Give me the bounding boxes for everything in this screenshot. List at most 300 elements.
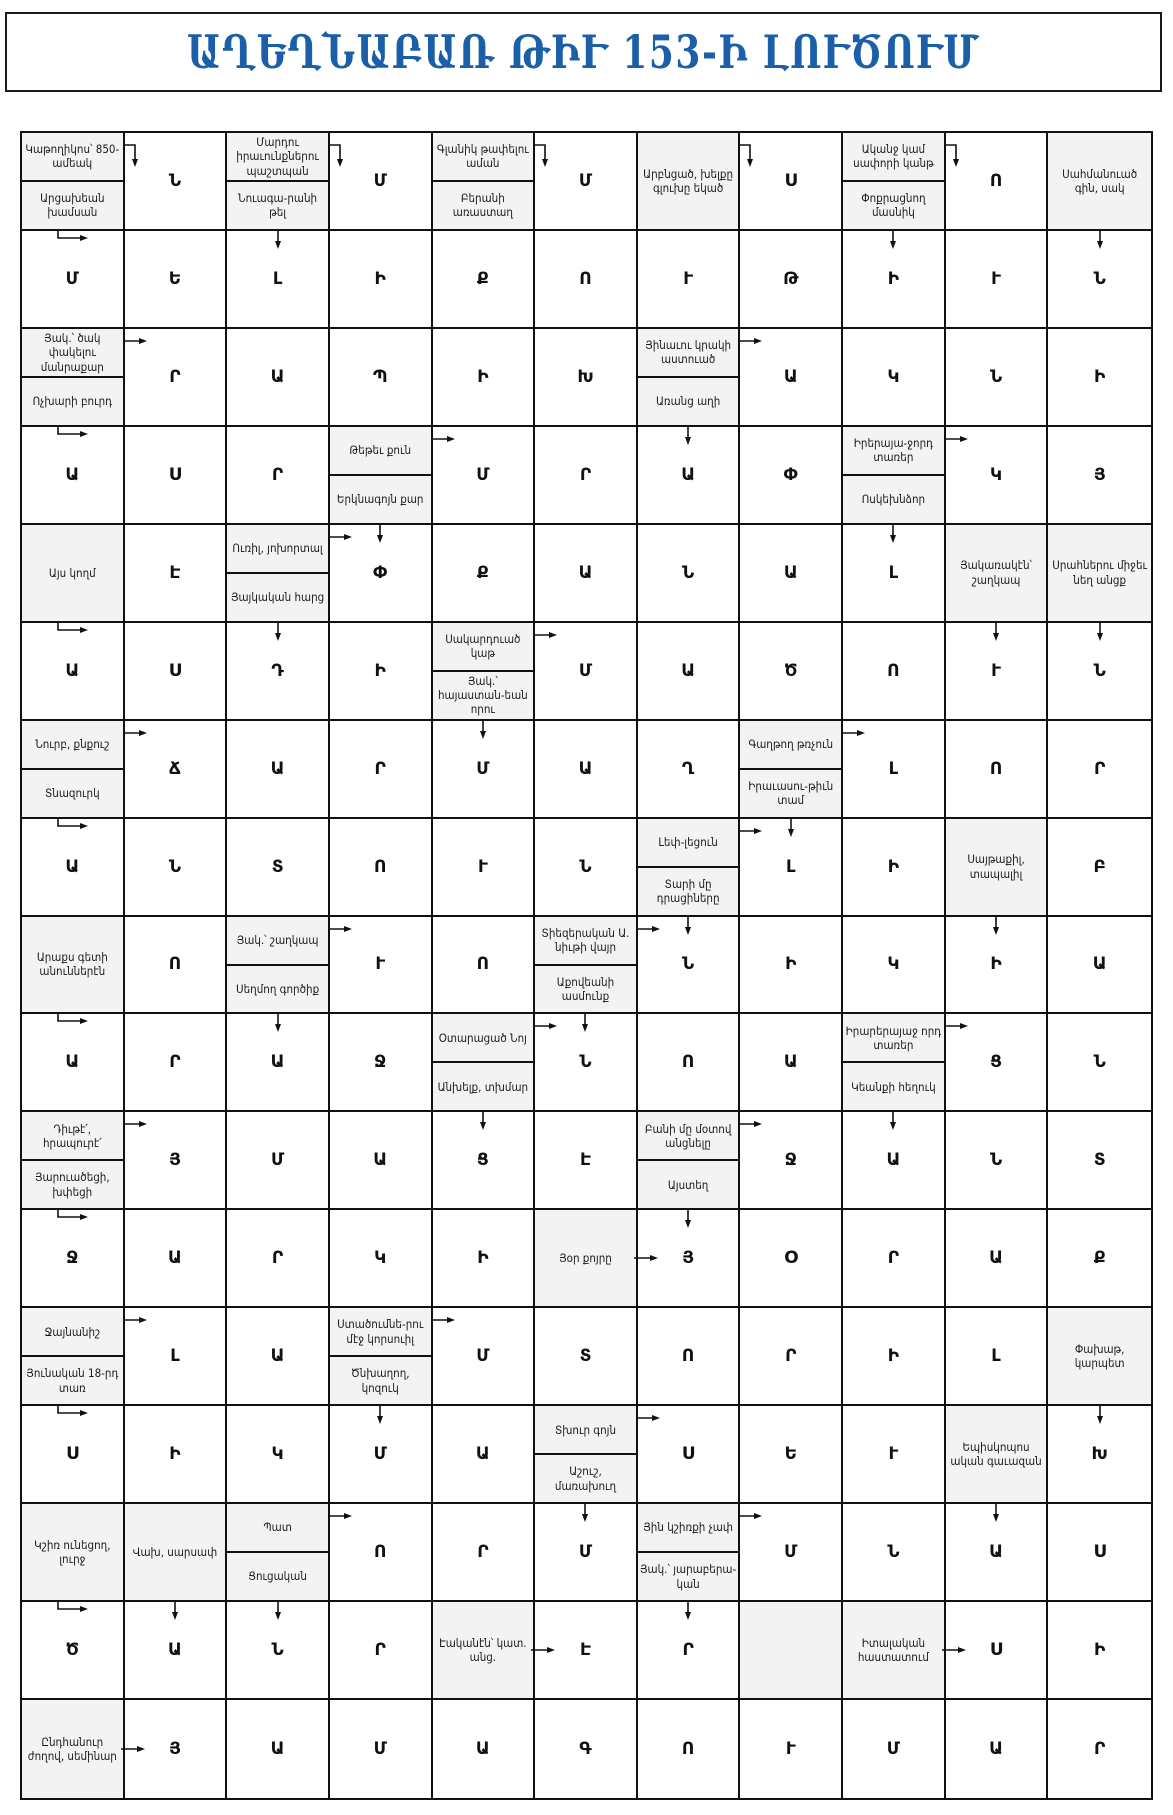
answer-cell[interactable] xyxy=(1048,1504,1151,1602)
arrow-down-icon xyxy=(682,1208,694,1230)
answer-cell[interactable] xyxy=(330,1602,433,1700)
answer-letter: Մ xyxy=(65,268,79,289)
answer-cell[interactable] xyxy=(535,1308,638,1406)
answer-cell[interactable] xyxy=(227,1406,330,1504)
clue-text: Փախաթ, կարպետ xyxy=(1074,1341,1125,1371)
answer-cell[interactable] xyxy=(638,917,741,1015)
answer-cell[interactable] xyxy=(330,917,433,1015)
answer-cell[interactable] xyxy=(638,1700,741,1798)
answer-letter: Լ xyxy=(888,758,899,779)
answer-cell[interactable] xyxy=(638,1210,741,1308)
arrow-right-icon xyxy=(123,727,149,739)
answer-letter: Մ xyxy=(886,1739,901,1760)
clue-cell xyxy=(22,721,125,819)
answer-cell[interactable] xyxy=(1048,1112,1151,1210)
answer-cell[interactable] xyxy=(946,1210,1049,1308)
arrow-right-icon xyxy=(123,1118,149,1130)
clue-text: Երկնագոյն քար xyxy=(330,474,431,523)
answer-cell[interactable] xyxy=(843,623,946,721)
answer-cell[interactable] xyxy=(740,917,843,1015)
answer-cell[interactable] xyxy=(433,1112,536,1210)
clue-text: Ոսկեխնձոր xyxy=(843,474,944,523)
answer-cell[interactable] xyxy=(946,1308,1049,1406)
answer-cell[interactable] xyxy=(1048,1210,1151,1308)
clue-cell xyxy=(843,427,946,525)
answer-cell[interactable] xyxy=(843,231,946,329)
clue-cell xyxy=(638,1504,741,1602)
clue-text: Սակարդուած կաթ xyxy=(445,631,521,661)
answer-letter: Ա xyxy=(783,366,798,387)
answer-cell[interactable] xyxy=(946,721,1049,819)
answer-cell[interactable] xyxy=(535,1504,638,1602)
answer-cell[interactable] xyxy=(638,1602,741,1700)
answer-cell[interactable] xyxy=(535,1700,638,1798)
answer-cell[interactable] xyxy=(535,231,638,329)
arrow-right-icon xyxy=(328,531,354,543)
answer-cell[interactable] xyxy=(843,525,946,623)
clue-text: Ուռիլ, յոխորտալ xyxy=(232,541,323,556)
answer-letter: Յ xyxy=(682,1248,694,1269)
clue-cell xyxy=(433,133,536,231)
answer-cell[interactable] xyxy=(843,721,946,819)
answer-letter: Ւ xyxy=(991,660,1001,681)
answer-letter: Ա xyxy=(989,1542,1003,1563)
arrow-down-right-icon xyxy=(56,1012,90,1026)
arrow-down-icon xyxy=(272,1012,284,1034)
answer-cell[interactable] xyxy=(330,329,433,427)
answer-cell[interactable] xyxy=(946,427,1049,525)
answer-letter: Ի xyxy=(477,1248,489,1269)
answer-cell[interactable] xyxy=(227,1700,330,1798)
answer-cell[interactable] xyxy=(125,525,228,623)
answer-letter: Լ xyxy=(888,562,899,583)
answer-letter: Ճ xyxy=(168,758,181,779)
title-banner xyxy=(5,12,1162,92)
answer-cell[interactable] xyxy=(330,1210,433,1308)
answer-cell[interactable] xyxy=(1048,231,1151,329)
answer-cell[interactable] xyxy=(843,1210,946,1308)
answer-letter: Լ xyxy=(991,1346,1001,1367)
clue-cell xyxy=(843,133,946,231)
answer-letter: Ի xyxy=(887,268,900,289)
answer-letter: Է xyxy=(169,562,181,583)
clue-text: Թեթեւ քուն xyxy=(349,443,412,458)
arrow-down-icon xyxy=(1094,229,1106,251)
answer-cell[interactable] xyxy=(1048,1014,1151,1112)
answer-letter: Ն xyxy=(682,562,695,583)
answer-cell[interactable] xyxy=(330,819,433,917)
answer-cell[interactable] xyxy=(330,133,433,231)
answer-letter: Ր xyxy=(271,464,284,485)
answer-cell[interactable] xyxy=(740,133,843,231)
answer-letter: Ա xyxy=(578,562,593,583)
answer-cell[interactable] xyxy=(535,1602,638,1700)
clue-text: Յօր քոյրը xyxy=(559,1251,612,1266)
blank-cell xyxy=(740,1602,843,1700)
arrow-down-icon xyxy=(682,1600,694,1622)
answer-cell[interactable] xyxy=(125,819,228,917)
answer-letter: Մ xyxy=(373,1444,387,1465)
answer-cell[interactable] xyxy=(1048,917,1151,1015)
answer-letter: Ս xyxy=(784,170,797,191)
answer-cell[interactable] xyxy=(946,133,1049,231)
answer-letter: Ն xyxy=(887,1542,900,1563)
answer-cell[interactable] xyxy=(125,133,228,231)
clue-cell xyxy=(843,1602,946,1700)
answer-cell[interactable] xyxy=(227,1602,330,1700)
clue-text: Յայկական հարց xyxy=(227,572,328,621)
arrow-down-icon xyxy=(682,915,694,937)
answer-letter: Ւ xyxy=(991,268,1001,289)
clue-text: Էականէն՝ կատ. անց. xyxy=(439,1635,527,1665)
answer-letter: Ս xyxy=(681,1444,695,1465)
arrow-down-icon xyxy=(990,1502,1002,1524)
answer-cell[interactable] xyxy=(740,819,843,917)
clue-text: Անխելք, տխմար xyxy=(433,1061,534,1110)
clue-cell xyxy=(227,133,330,231)
answer-cell[interactable] xyxy=(433,819,536,917)
answer-cell[interactable] xyxy=(638,1014,741,1112)
clue-text: Արբնցած, խելքը գլուխը եկած xyxy=(643,166,734,195)
answer-cell[interactable] xyxy=(946,1014,1049,1112)
answer-letter: Ա xyxy=(65,856,80,877)
answer-letter: Ս xyxy=(66,1444,79,1465)
answer-cell[interactable] xyxy=(535,427,638,525)
arrow-down-icon xyxy=(169,1600,181,1622)
answer-cell[interactable] xyxy=(22,1602,125,1700)
answer-letter: Ո xyxy=(681,1739,695,1760)
answer-letter: Ա xyxy=(783,562,798,583)
arrow-down-icon xyxy=(1094,1404,1106,1426)
answer-letter: Ր xyxy=(1094,1739,1106,1760)
answer-cell[interactable] xyxy=(227,1308,330,1406)
clue-cell xyxy=(946,525,1049,623)
answer-cell[interactable] xyxy=(330,231,433,329)
clue-text: Տխուր գոյն xyxy=(554,1422,617,1437)
answer-letter: Ր xyxy=(477,1542,489,1563)
answer-cell[interactable] xyxy=(843,819,946,917)
answer-cell[interactable] xyxy=(330,1406,433,1504)
clue-cell xyxy=(330,1308,433,1406)
answer-cell[interactable] xyxy=(227,1112,330,1210)
arrow-down-icon xyxy=(477,719,489,741)
answer-cell[interactable] xyxy=(227,819,330,917)
answer-cell[interactable] xyxy=(330,1504,433,1602)
answer-cell[interactable] xyxy=(946,231,1049,329)
clue-text: Տնազուրկ xyxy=(22,768,123,817)
answer-cell[interactable] xyxy=(22,819,125,917)
answer-letter: Ս xyxy=(1093,1542,1106,1563)
answer-letter: Օ xyxy=(784,1248,798,1269)
answer-cell[interactable] xyxy=(740,329,843,427)
answer-cell[interactable] xyxy=(125,1210,228,1308)
clue-text: Իրաւասու-թիւն տամ xyxy=(740,768,841,817)
answer-cell[interactable] xyxy=(740,1406,843,1504)
answer-cell[interactable] xyxy=(125,721,228,819)
answer-cell[interactable] xyxy=(433,1308,536,1406)
answer-cell[interactable] xyxy=(843,329,946,427)
answer-letter: Փ xyxy=(783,464,798,485)
answer-letter: Մ xyxy=(784,1542,798,1563)
answer-letter: Ջ xyxy=(374,1052,387,1073)
arrow-right-down-icon xyxy=(328,143,346,169)
answer-cell[interactable] xyxy=(946,329,1049,427)
clue-cell xyxy=(22,133,125,231)
clue-text: Տիեզերական Ա. նիւթի վայր xyxy=(541,925,630,954)
clue-cell xyxy=(22,1308,125,1406)
answer-letter: Կ xyxy=(989,464,1003,485)
answer-letter: Մ xyxy=(373,170,387,191)
answer-letter: Ջ xyxy=(66,1248,79,1269)
answer-letter: Ր xyxy=(785,1346,797,1367)
answer-letter: Ն xyxy=(682,954,695,975)
answer-letter: Ր xyxy=(169,366,181,387)
answer-cell[interactable] xyxy=(227,427,330,525)
answer-cell[interactable] xyxy=(1048,1406,1151,1504)
answer-cell[interactable] xyxy=(638,721,741,819)
answer-cell[interactable] xyxy=(946,1700,1049,1798)
answer-letter: Ն xyxy=(271,1640,284,1661)
arrow-down-icon xyxy=(682,425,694,447)
answer-cell[interactable] xyxy=(227,1014,330,1112)
answer-cell[interactable] xyxy=(22,1014,125,1112)
answer-cell[interactable] xyxy=(433,1210,536,1308)
answer-cell[interactable] xyxy=(843,1406,946,1504)
clue-cell xyxy=(638,329,741,427)
answer-cell[interactable] xyxy=(330,525,433,623)
answer-cell[interactable] xyxy=(1048,721,1151,819)
answer-cell[interactable] xyxy=(638,525,741,623)
answer-cell[interactable] xyxy=(638,1406,741,1504)
arrow-down-icon xyxy=(579,1012,591,1034)
answer-cell[interactable] xyxy=(843,1700,946,1798)
answer-letter: Է xyxy=(579,1640,592,1661)
answer-letter: Խ xyxy=(1091,1444,1108,1465)
clue-cell xyxy=(22,525,125,623)
answer-letter: Է xyxy=(579,1150,592,1171)
answer-letter: Ր xyxy=(169,1052,181,1073)
answer-cell[interactable] xyxy=(535,525,638,623)
clue-text: Յակ.՝ հայաստան-եան որու xyxy=(433,670,534,719)
clue-cell xyxy=(843,1014,946,1112)
clue-cell xyxy=(946,819,1049,917)
arrow-right-icon xyxy=(738,1510,764,1522)
answer-cell[interactable] xyxy=(843,1308,946,1406)
answer-cell[interactable] xyxy=(535,133,638,231)
arrow-down-icon xyxy=(579,1502,591,1524)
answer-cell[interactable] xyxy=(946,917,1049,1015)
answer-cell[interactable] xyxy=(843,1504,946,1602)
answer-letter: Ա xyxy=(270,1346,285,1367)
answer-cell[interactable] xyxy=(740,1210,843,1308)
answer-cell[interactable] xyxy=(740,1112,843,1210)
answer-cell[interactable] xyxy=(433,231,536,329)
answer-letter: Ա xyxy=(270,1052,285,1073)
answer-letter: Ա xyxy=(681,660,696,681)
answer-cell[interactable] xyxy=(227,329,330,427)
answer-cell[interactable] xyxy=(740,1014,843,1112)
answer-cell[interactable] xyxy=(125,1602,228,1700)
arrow-down-icon xyxy=(272,621,284,643)
answer-cell[interactable] xyxy=(125,917,228,1015)
answer-cell[interactable] xyxy=(125,1112,228,1210)
answer-cell[interactable] xyxy=(535,329,638,427)
arrow-down-right-icon xyxy=(56,425,90,439)
answer-cell[interactable] xyxy=(535,1014,638,1112)
answer-cell[interactable] xyxy=(1048,1700,1151,1798)
answer-cell[interactable] xyxy=(433,917,536,1015)
clue-cell xyxy=(125,1504,228,1602)
clue-text: Նուրբ, քնքուշ xyxy=(35,736,110,751)
answer-cell[interactable] xyxy=(227,721,330,819)
arrow-down-icon xyxy=(477,1110,489,1132)
answer-cell[interactable] xyxy=(535,721,638,819)
answer-cell[interactable] xyxy=(638,231,741,329)
answer-cell[interactable] xyxy=(227,231,330,329)
answer-letter: Ւ xyxy=(477,856,488,877)
clue-text: Կշիռ ունեցող, լուրջ xyxy=(34,1537,111,1567)
clue-text: Յինաւու կրակի աստուած xyxy=(645,337,732,367)
answer-cell[interactable] xyxy=(125,1700,228,1798)
answer-cell[interactable] xyxy=(125,329,228,427)
answer-cell[interactable] xyxy=(433,721,536,819)
answer-letter: Ա xyxy=(989,1248,1003,1269)
answer-letter: Ա xyxy=(475,1739,490,1760)
answer-cell[interactable] xyxy=(125,1406,228,1504)
answer-cell[interactable] xyxy=(330,1112,433,1210)
answer-cell[interactable] xyxy=(740,623,843,721)
answer-cell[interactable] xyxy=(125,427,228,525)
answer-cell[interactable] xyxy=(22,231,125,329)
clue-text: Ծնխաղող, կոզուկ xyxy=(330,1355,431,1404)
answer-cell[interactable] xyxy=(125,1308,228,1406)
arrow-down-right-icon xyxy=(56,229,90,243)
clue-text: Օտարացած Նոյ xyxy=(438,1030,527,1045)
clue-text: Սայթաքիլ, տապալիլ xyxy=(967,852,1025,881)
answer-cell[interactable] xyxy=(946,623,1049,721)
answer-cell[interactable] xyxy=(22,623,125,721)
answer-cell[interactable] xyxy=(1048,623,1151,721)
answer-cell[interactable] xyxy=(638,1308,741,1406)
answer-cell[interactable] xyxy=(843,917,946,1015)
arrow-down-icon xyxy=(1094,621,1106,643)
answer-cell[interactable] xyxy=(946,1602,1049,1700)
answer-letter: Ր xyxy=(1094,758,1106,779)
answer-cell[interactable] xyxy=(740,1308,843,1406)
answer-letter: Մ xyxy=(373,1739,387,1760)
answer-cell[interactable] xyxy=(535,819,638,917)
answer-cell[interactable] xyxy=(740,231,843,329)
answer-letter: Մ xyxy=(578,170,593,191)
clue-cell xyxy=(227,917,330,1015)
clue-text: Ոչխարի բուրդ xyxy=(22,376,123,425)
answer-letter: Փ xyxy=(373,562,388,583)
answer-cell[interactable] xyxy=(843,1112,946,1210)
answer-cell[interactable] xyxy=(330,1014,433,1112)
answer-cell[interactable] xyxy=(125,1014,228,1112)
answer-letter: Կ xyxy=(887,954,900,975)
answer-cell[interactable] xyxy=(433,1406,536,1504)
answer-cell[interactable] xyxy=(1048,1602,1151,1700)
answer-cell[interactable] xyxy=(227,623,330,721)
answer-letter: Յ xyxy=(169,1739,181,1760)
clue-text: Տարի մը դրացիները xyxy=(638,866,739,915)
arrow-right-icon xyxy=(738,825,764,837)
answer-letter: Լ xyxy=(170,1346,180,1367)
answer-cell[interactable] xyxy=(638,427,741,525)
answer-cell[interactable] xyxy=(433,1700,536,1798)
answer-cell[interactable] xyxy=(433,1504,536,1602)
answer-cell[interactable] xyxy=(433,525,536,623)
clue-text: Իրերայա-ջորդ տառեր xyxy=(853,435,934,465)
answer-cell[interactable] xyxy=(22,1210,125,1308)
answer-cell[interactable] xyxy=(740,1504,843,1602)
answer-cell[interactable] xyxy=(330,721,433,819)
answer-cell[interactable] xyxy=(1048,427,1151,525)
clue-cell xyxy=(22,1700,125,1798)
answer-cell[interactable] xyxy=(433,427,536,525)
answer-cell[interactable] xyxy=(330,1700,433,1798)
answer-cell[interactable] xyxy=(535,1112,638,1210)
answer-cell[interactable] xyxy=(946,1112,1049,1210)
clue-text: Յակ.՝ յարաբերա-կան xyxy=(638,1551,739,1600)
clue-text: Յարուածեցի, խփեցի xyxy=(22,1159,123,1208)
answer-letter: Ի xyxy=(990,954,1002,975)
answer-letter: Ն xyxy=(579,1052,592,1073)
answer-cell[interactable] xyxy=(125,623,228,721)
answer-cell[interactable] xyxy=(946,1504,1049,1602)
answer-letter: Մ xyxy=(476,758,490,779)
answer-letter: Ն xyxy=(168,856,182,877)
answer-letter: Ա xyxy=(270,758,285,779)
arrow-right-icon xyxy=(944,1020,970,1032)
clue-text: Յին կշիռքի չափ xyxy=(643,1520,733,1535)
answer-letter: Ո xyxy=(681,1346,695,1367)
answer-cell[interactable] xyxy=(740,525,843,623)
answer-letter: Ա xyxy=(681,464,696,485)
arrow-down-right-icon xyxy=(56,1208,90,1222)
answer-letter: Ց xyxy=(476,1150,489,1171)
answer-cell[interactable] xyxy=(22,427,125,525)
clue-text: Ընդհանուր ժողով, սեմինար xyxy=(27,1734,117,1764)
clue-cell xyxy=(433,1014,536,1112)
answer-letter: Ա xyxy=(65,464,80,485)
answer-letter: Ա xyxy=(65,1052,80,1073)
answer-letter: Ի xyxy=(887,1346,900,1367)
clue-cell xyxy=(638,819,741,917)
answer-cell[interactable] xyxy=(1048,329,1151,427)
answer-cell[interactable] xyxy=(125,231,228,329)
clue-cell xyxy=(227,1504,330,1602)
answer-cell[interactable] xyxy=(227,1210,330,1308)
arrow-right-icon xyxy=(634,1252,660,1264)
answer-cell[interactable] xyxy=(330,623,433,721)
answer-letter: Ի xyxy=(374,660,386,681)
arrow-right-icon xyxy=(636,1412,662,1424)
answer-letter: Ւ xyxy=(785,1739,796,1760)
answer-cell[interactable] xyxy=(22,1406,125,1504)
clue-text: Այս կողմ xyxy=(48,565,96,580)
answer-letter: Ա xyxy=(65,660,80,681)
answer-cell[interactable] xyxy=(535,623,638,721)
answer-cell[interactable] xyxy=(433,329,536,427)
answer-cell[interactable] xyxy=(740,1700,843,1798)
answer-cell[interactable] xyxy=(1048,819,1151,917)
answer-cell[interactable] xyxy=(740,427,843,525)
clue-text: Ջայնանիշ xyxy=(44,1324,101,1339)
clue-text: Աշուշ, մառախուղ xyxy=(535,1453,636,1502)
answer-cell[interactable] xyxy=(638,623,741,721)
